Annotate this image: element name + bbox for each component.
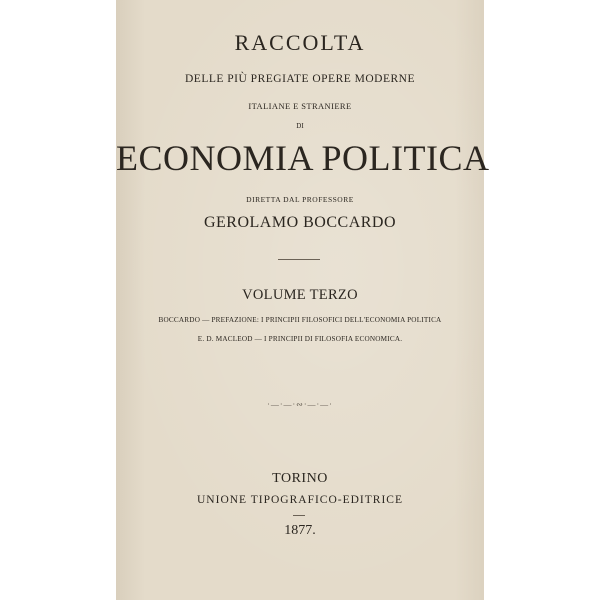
volume-label: VOLUME TERZO [242, 287, 358, 303]
subtitle-di: DI [296, 122, 304, 130]
contents-line-1: BOCCARDO — PREFAZIONE: I PRINCIPII FILOSOFICI DELL'ECONOMIA POLITICA [158, 316, 442, 324]
divider-rule [278, 259, 320, 260]
editor-name: GEROLAMO BOCCARDO [203, 214, 397, 231]
contents-line-2: E. D. MACLEOD — I PRINCIPII DI FILOSOFIA ECONOMICA. [197, 335, 403, 343]
publication-city: TORINO [272, 471, 328, 486]
subtitle-line-2: ITALIANE E STRANIERE [248, 101, 352, 111]
series-title: RACCOLTA [234, 30, 366, 55]
subtitle-line-1: DELLE PIÙ PREGIATE OPERE MODERNE [184, 73, 416, 85]
editor-intro: DIRETTA DAL PROFESSORE [246, 195, 354, 204]
short-rule [293, 515, 305, 516]
publisher-name: UNIONE TIPOGRAFICO-EDITRICE [197, 494, 403, 506]
main-title: ECONOMIA POLITICA [116, 138, 490, 178]
publication-year: 1877. [284, 523, 316, 538]
book-page [116, 0, 490, 600]
ornament-divider: ·—·—·∾·—·—· [267, 400, 333, 409]
